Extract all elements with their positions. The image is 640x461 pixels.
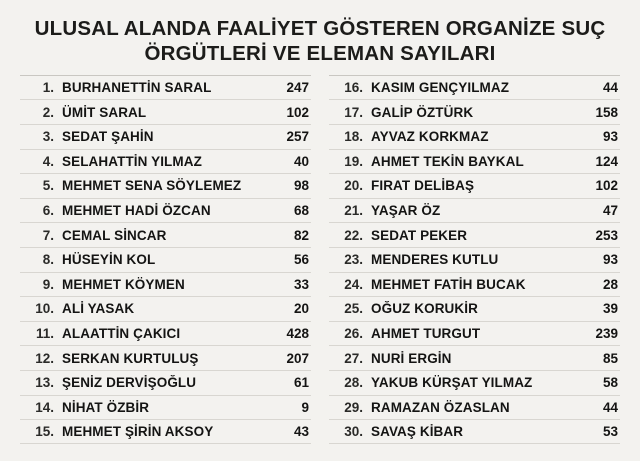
row-name: ALAATTİN ÇAKICI — [62, 326, 181, 342]
row-count: 85 — [602, 350, 618, 366]
row-rank: 4. — [42, 153, 54, 169]
row-count: 253 — [595, 227, 618, 243]
row-name: NİHAT ÖZBİR — [62, 399, 150, 415]
table-row — [20, 321, 311, 346]
table-row — [329, 419, 620, 444]
row-name: OĞUZ KORUKİR — [371, 301, 478, 317]
row-count: 239 — [595, 326, 618, 342]
row-rank: 13. — [35, 375, 54, 391]
table-row — [329, 124, 620, 149]
row-name: NURİ ERGİN — [371, 350, 452, 366]
row-count: 158 — [595, 104, 618, 120]
row-rank: 26. — [344, 326, 363, 342]
row-count: 124 — [595, 153, 618, 169]
row-count: 47 — [602, 203, 618, 219]
row-count: 61 — [293, 375, 309, 391]
row-count: 68 — [293, 203, 309, 219]
row-name: MEHMET SENA SÖYLEMEZ — [62, 178, 242, 194]
table-row — [329, 272, 620, 297]
table-row — [329, 198, 620, 223]
table-row — [329, 345, 620, 370]
row-name: MEHMET KÖYMEN — [62, 276, 185, 292]
row-name: FIRAT DELİBAŞ — [371, 178, 475, 194]
row-count: 44 — [602, 80, 618, 96]
row-name: SAVAŞ KİBAR — [371, 423, 464, 439]
page-title — [14, 14, 626, 75]
row-rank: 22. — [344, 227, 363, 243]
row-count: 98 — [293, 178, 309, 194]
row-count: 247 — [286, 80, 309, 96]
row-count: 56 — [293, 252, 309, 268]
row-count: 102 — [595, 178, 618, 194]
row-rank: 6. — [42, 203, 54, 219]
row-count: 207 — [286, 350, 309, 366]
row-name: YAŞAR ÖZ — [371, 203, 441, 219]
row-name: MENDERES KUTLU — [371, 252, 499, 268]
table-row — [20, 99, 311, 124]
table-row — [329, 321, 620, 346]
table-row — [20, 75, 311, 100]
row-name: ÜMİT SARAL — [62, 104, 147, 120]
row-count: 58 — [602, 375, 618, 391]
row-name: MEHMET HADİ ÖZCAN — [62, 203, 211, 219]
row-rank: 3. — [42, 129, 54, 145]
table-row — [20, 419, 311, 444]
row-rank: 5. — [42, 178, 54, 194]
row-name: AHMET TURGUT — [371, 326, 481, 342]
row-rank: 14. — [35, 399, 54, 415]
row-name: RAMAZAN ÖZASLAN — [371, 399, 510, 415]
table-row — [329, 99, 620, 124]
row-rank: 23. — [344, 252, 363, 268]
table-row — [329, 370, 620, 395]
table-row — [20, 173, 311, 198]
table-row — [329, 395, 620, 420]
table-row — [329, 296, 620, 321]
row-rank: 10. — [35, 301, 54, 317]
row-name: AHMET TEKİN BAYKAL — [371, 153, 524, 169]
row-rank: 25. — [344, 301, 363, 317]
row-rank: 16. — [344, 80, 363, 96]
row-count: 257 — [286, 129, 309, 145]
table-row — [20, 296, 311, 321]
row-count: 33 — [293, 276, 309, 292]
row-rank: 11. — [35, 326, 54, 342]
row-name: YAKUB KÜRŞAT YILMAZ — [371, 375, 533, 391]
row-rank: 2. — [42, 104, 54, 120]
row-count: 9 — [301, 399, 309, 415]
row-count: 93 — [602, 252, 618, 268]
row-name: SERKAN KURTULUŞ — [62, 350, 199, 366]
table-row — [329, 75, 620, 100]
row-count: 39 — [602, 301, 618, 317]
list-table — [14, 75, 626, 444]
row-count: 44 — [602, 399, 618, 415]
list-column-left — [20, 75, 319, 444]
row-rank: 7. — [42, 227, 54, 243]
row-name: SELAHATTİN YILMAZ — [62, 153, 202, 169]
row-rank: 30. — [344, 423, 363, 439]
row-name: KASIM GENÇYILMAZ — [371, 80, 510, 96]
row-count: 428 — [286, 326, 309, 342]
row-name: MEHMET ŞİRİN AKSOY — [62, 423, 214, 439]
row-rank: 18. — [344, 129, 363, 145]
table-row — [20, 222, 311, 247]
table-row — [20, 198, 311, 223]
row-name: CEMAL SİNCAR — [62, 227, 167, 243]
table-row — [329, 149, 620, 174]
row-name: ŞENİZ DERVİŞOĞLU — [62, 375, 197, 391]
row-rank: 28. — [344, 375, 363, 391]
table-row — [329, 247, 620, 272]
row-count: 43 — [293, 423, 309, 439]
row-rank: 21. — [344, 203, 363, 219]
title-line-2: ÖRGÜTLERİ VE ELEMAN SAYILARI — [144, 42, 496, 66]
table-row — [329, 222, 620, 247]
table-row — [20, 149, 311, 174]
row-rank: 8. — [42, 252, 54, 268]
title-line-1: ULUSAL ALANDA FAALİYET GÖSTEREN ORGANİZE SUÇ — [34, 17, 606, 40]
row-count: 102 — [286, 104, 309, 120]
table-row — [20, 247, 311, 272]
row-rank: 29. — [344, 399, 363, 415]
row-rank: 20. — [344, 178, 363, 194]
row-count: 82 — [293, 227, 309, 243]
table-row — [329, 173, 620, 198]
row-count: 20 — [293, 301, 309, 317]
table-row — [20, 370, 311, 395]
row-name: ALİ YASAK — [62, 301, 135, 317]
row-name: AYVAZ KORKMAZ — [371, 129, 489, 145]
row-name: MEHMET FATİH BUCAK — [371, 276, 526, 292]
row-name: HÜSEYİN KOL — [62, 252, 156, 268]
row-name: BURHANETTİN SARAL — [62, 80, 212, 96]
row-rank: 27. — [344, 350, 363, 366]
row-rank: 1. — [42, 80, 54, 96]
list-column-right — [319, 75, 620, 444]
row-count: 40 — [293, 153, 309, 169]
table-row — [20, 272, 311, 297]
row-rank: 15. — [35, 423, 54, 439]
table-row — [20, 345, 311, 370]
row-name: SEDAT PEKER — [371, 227, 468, 243]
row-count: 28 — [602, 276, 618, 292]
row-rank: 24. — [344, 276, 363, 292]
table-row — [20, 124, 311, 149]
table-row — [20, 395, 311, 420]
row-count: 93 — [602, 129, 618, 145]
row-name: SEDAT ŞAHİN — [62, 129, 154, 145]
row-rank: 12. — [35, 350, 54, 366]
row-name: GALİP ÖZTÜRK — [371, 104, 474, 120]
row-rank: 9. — [42, 276, 54, 292]
row-rank: 19. — [344, 153, 363, 169]
row-rank: 17. — [344, 104, 363, 120]
row-count: 53 — [602, 423, 618, 439]
